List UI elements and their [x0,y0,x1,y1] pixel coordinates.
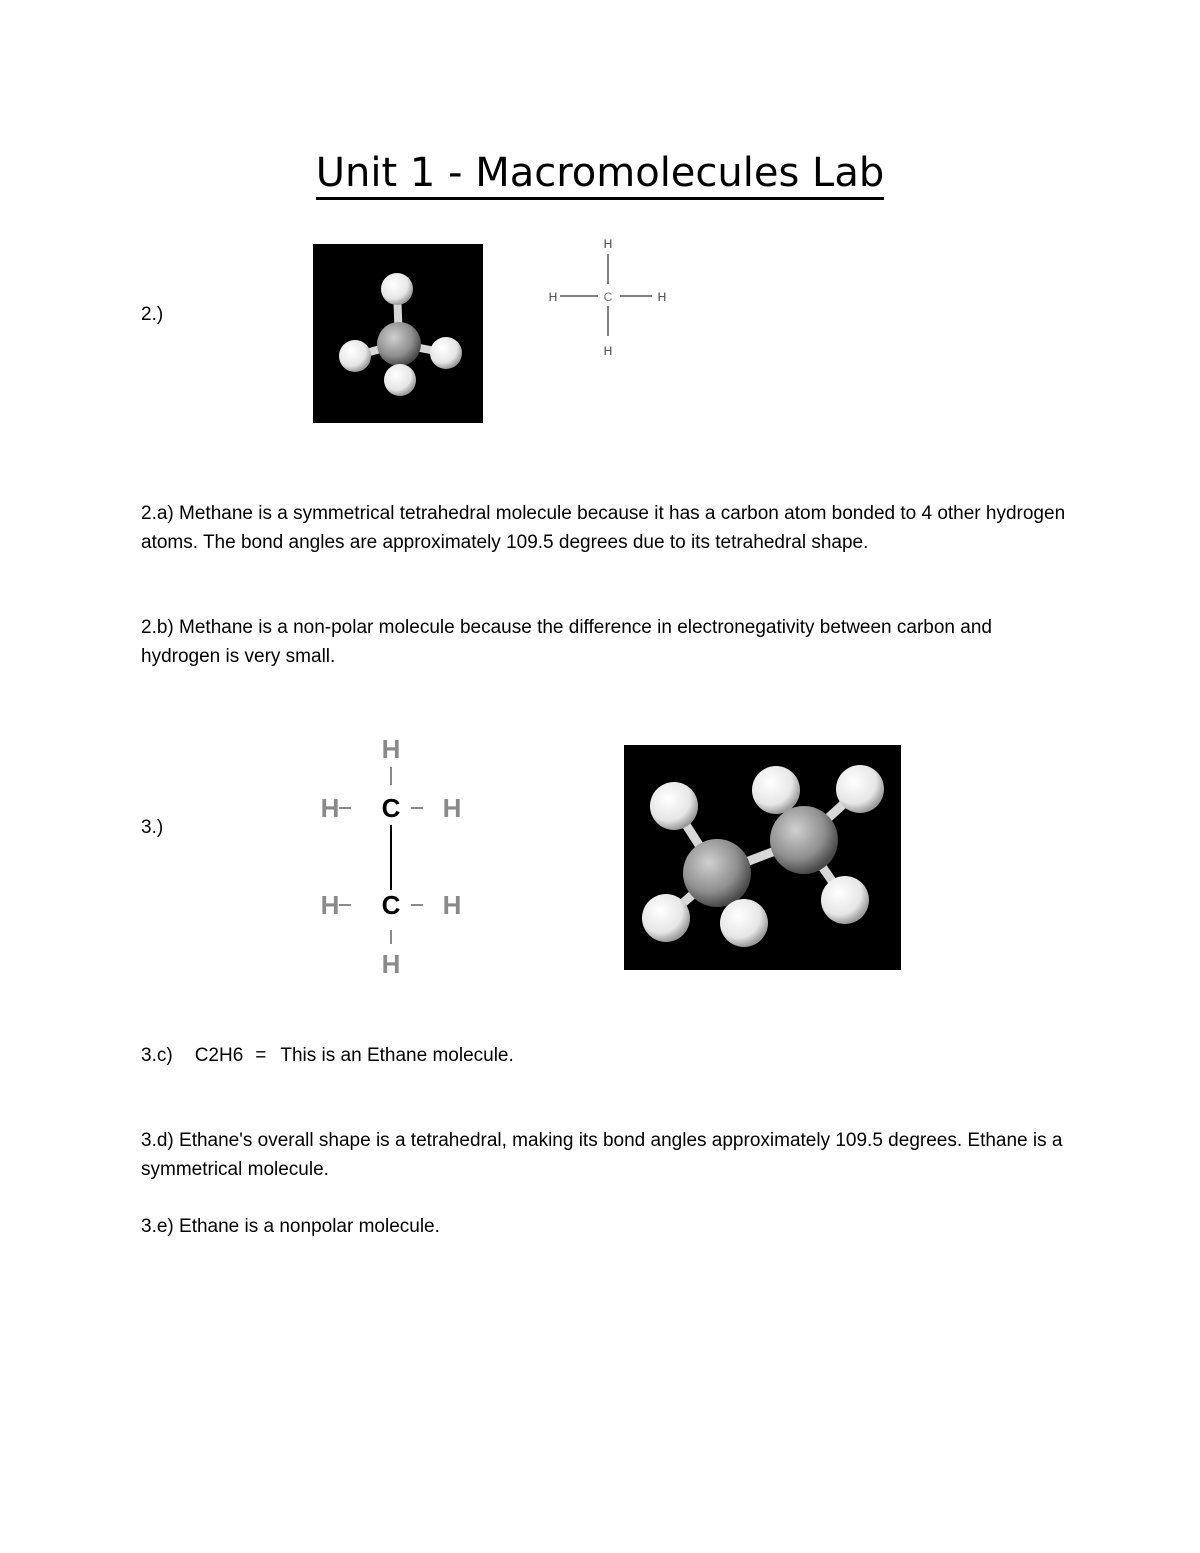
hydrogen-atom [384,364,416,396]
answer-3c-prefix: 3.c) [141,1045,173,1066]
answer-2b: 2.b) Methane is a non-polar molecule because the difference in electronegativity between carbon and hydrogen is very small. [141,617,992,667]
hydrogen-atom [339,340,371,372]
atom-label: H [320,890,340,920]
hydrogen-atom [381,273,413,305]
answer-3c [141,1042,1071,1071]
methane-ball-model [313,244,483,423]
hydrogen-atom [430,337,462,369]
answer-2a: 2.a) Methane is a symmetrical tetrahedral molecule because it has a carbon atom bonded to 4 other hydrogen atoms. The bond angles are approximately 109.5 degrees due to its tetrahedral shape. [141,503,1066,553]
answer-3e: 3.e) Ethane is a nonpolar molecule. [141,1216,440,1237]
atom-label: C [603,290,613,304]
hydrogen-atom [836,765,884,813]
hydrogen-atom [752,766,800,814]
hydrogen-atom [650,782,698,830]
atom-label: H [657,290,667,304]
answer-3c-text: This is an Ethane molecule. [280,1045,514,1066]
atom-label: H [381,734,401,764]
atom-label: H [603,237,613,251]
atom-label: H [320,793,340,823]
atom-label: C [381,890,401,920]
carbon-atom [770,806,838,874]
carbon-atom [377,322,421,366]
carbon-atom [683,839,751,907]
atom-label: H [603,344,613,358]
answer-3d: 3.d) Ethane's overall shape is a tetrahedral, making its bond angles approximately 109.5 degrees. Ethane is a symmetrical molecule. [141,1130,1063,1180]
answer-3c-formula: C2H6 [194,1045,244,1066]
atom-label: H [548,290,558,304]
atom-label: H [381,949,401,979]
hydrogen-atom [821,876,869,924]
page-title: Unit 1 - Macromolecules Lab [0,146,1200,200]
ethane-ball-model [624,745,901,970]
atom-label: C [381,793,401,823]
hydrogen-atom [642,894,690,942]
ethane-structural-formula [310,730,480,990]
question-3-label: 3.) [141,817,164,838]
methane-structural-formula [540,234,680,364]
atom-label: H [442,793,462,823]
answer-3c-equals: = [255,1045,267,1066]
atom-label: H [442,890,462,920]
hydrogen-atom [720,899,768,947]
question-2-label: 2.) [141,304,164,325]
